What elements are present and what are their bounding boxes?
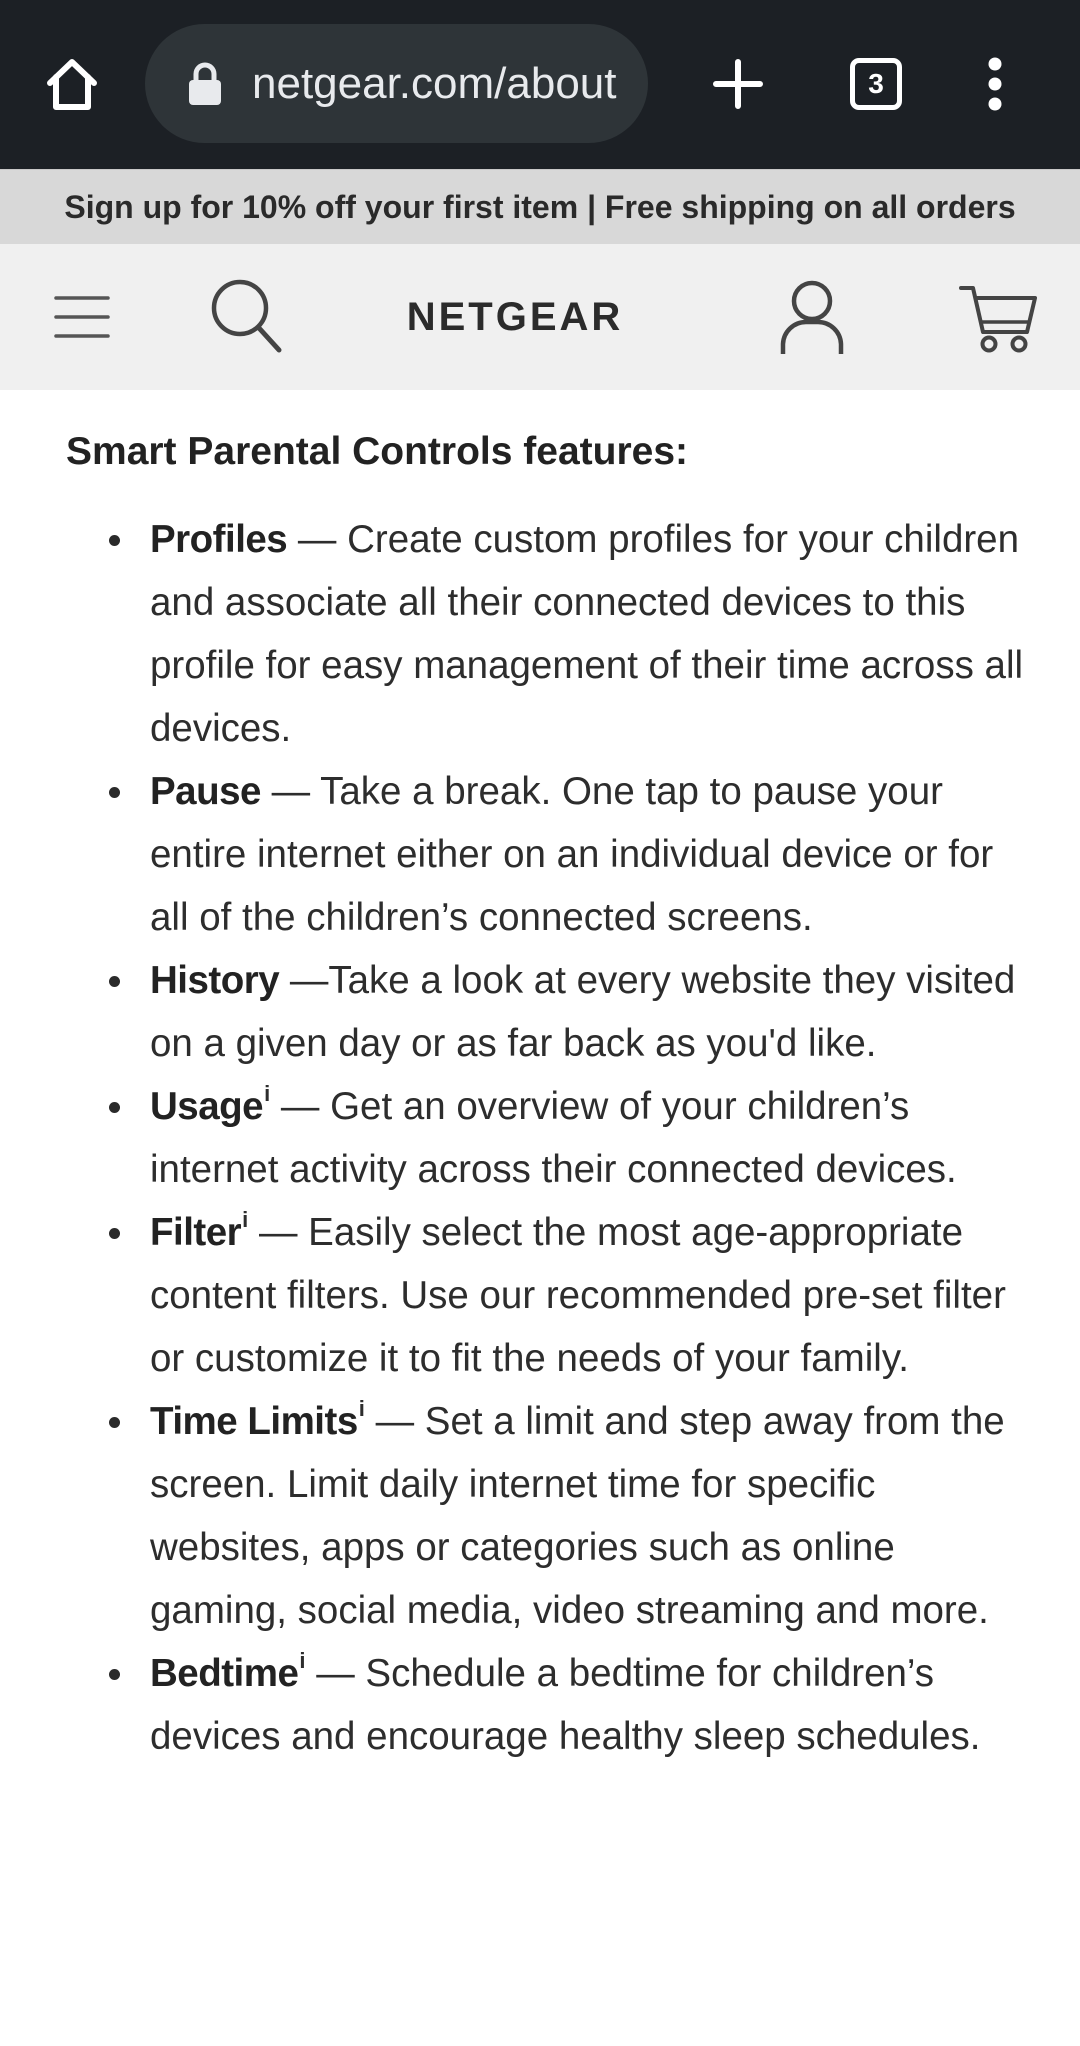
new-tab-button[interactable] — [700, 44, 776, 124]
feature-description: — Take a break. One tap to pause your entire internet either on an individual device or for all of the children’s connected screens. — [150, 770, 994, 939]
more-vert-icon — [985, 57, 1005, 111]
feature-description: — Easily select the most age-appropriate content filters. Use our recommended pre-set filter or customize it to fit the needs of your family. — [150, 1211, 1006, 1380]
search-button[interactable] — [204, 274, 288, 358]
netgear-logo[interactable]: NETGEAR — [406, 294, 624, 339]
lock-icon — [187, 62, 223, 106]
info-footnote-link[interactable]: i — [242, 1207, 249, 1232]
tab-switcher-button[interactable] — [838, 44, 914, 124]
promo-banner[interactable] — [0, 169, 1080, 244]
feature-description: — Set a limit and step away from the screen. Limit daily internet time for specific websites, apps or categories such as online gaming, social media, video streaming and more. — [150, 1400, 1005, 1632]
home-icon — [42, 55, 102, 115]
browser-menu-button[interactable] — [960, 44, 1030, 124]
account-icon — [779, 280, 845, 356]
info-footnote-link[interactable]: i — [299, 1648, 306, 1673]
feature-name: Filter — [150, 1211, 242, 1254]
feature-name: Pause — [150, 770, 261, 813]
list-item — [150, 1075, 1030, 1201]
browser-toolbar — [0, 0, 1080, 169]
feature-name: History — [150, 959, 280, 1002]
feature-description: — Get an overview of your children’s internet activity across their connected devices. — [150, 1085, 957, 1191]
url-text: netgear.com/about — [252, 59, 617, 108]
list-item — [150, 760, 1030, 949]
info-footnote-link[interactable]: i — [358, 1396, 365, 1421]
address-bar[interactable] — [145, 24, 648, 143]
list-item — [150, 949, 1030, 1075]
feature-description: —Take a look at every website they visited on a given day or as far back as you'd like. — [150, 959, 1016, 1065]
search-icon — [210, 278, 282, 354]
account-button[interactable] — [770, 274, 854, 362]
promo-text: Sign up for 10% off your first item | Free shipping on all orders — [64, 188, 1016, 225]
section-title: Smart Parental Controls features: — [66, 430, 689, 473]
list-item — [150, 1201, 1030, 1390]
feature-name: Time Limits — [150, 1400, 358, 1443]
info-footnote-link[interactable]: i — [264, 1081, 271, 1106]
main-content — [0, 390, 1080, 2046]
site-header — [0, 244, 1080, 390]
feature-description: — Schedule a bedtime for children’s devices and encourage healthy sleep schedules. — [150, 1652, 981, 1758]
tabs-icon: 3 — [850, 58, 902, 110]
cart-button[interactable] — [956, 274, 1042, 362]
feature-description: — Create custom profiles for your children and associate all their connected devices to this profile for easy management of their time across all devices. — [150, 518, 1024, 750]
list-item — [150, 508, 1030, 760]
plus-icon — [712, 58, 764, 110]
home-button[interactable] — [30, 40, 114, 130]
list-item — [150, 1642, 1030, 1768]
feature-name: Bedtime — [150, 1652, 299, 1695]
menu-button[interactable] — [46, 281, 118, 353]
list-item — [150, 1390, 1030, 1642]
feature-name: Usage — [150, 1085, 264, 1128]
feature-list — [150, 508, 1030, 1768]
hamburger-menu-icon — [54, 294, 110, 340]
feature-name: Profiles — [150, 518, 288, 561]
cart-icon — [959, 282, 1039, 354]
